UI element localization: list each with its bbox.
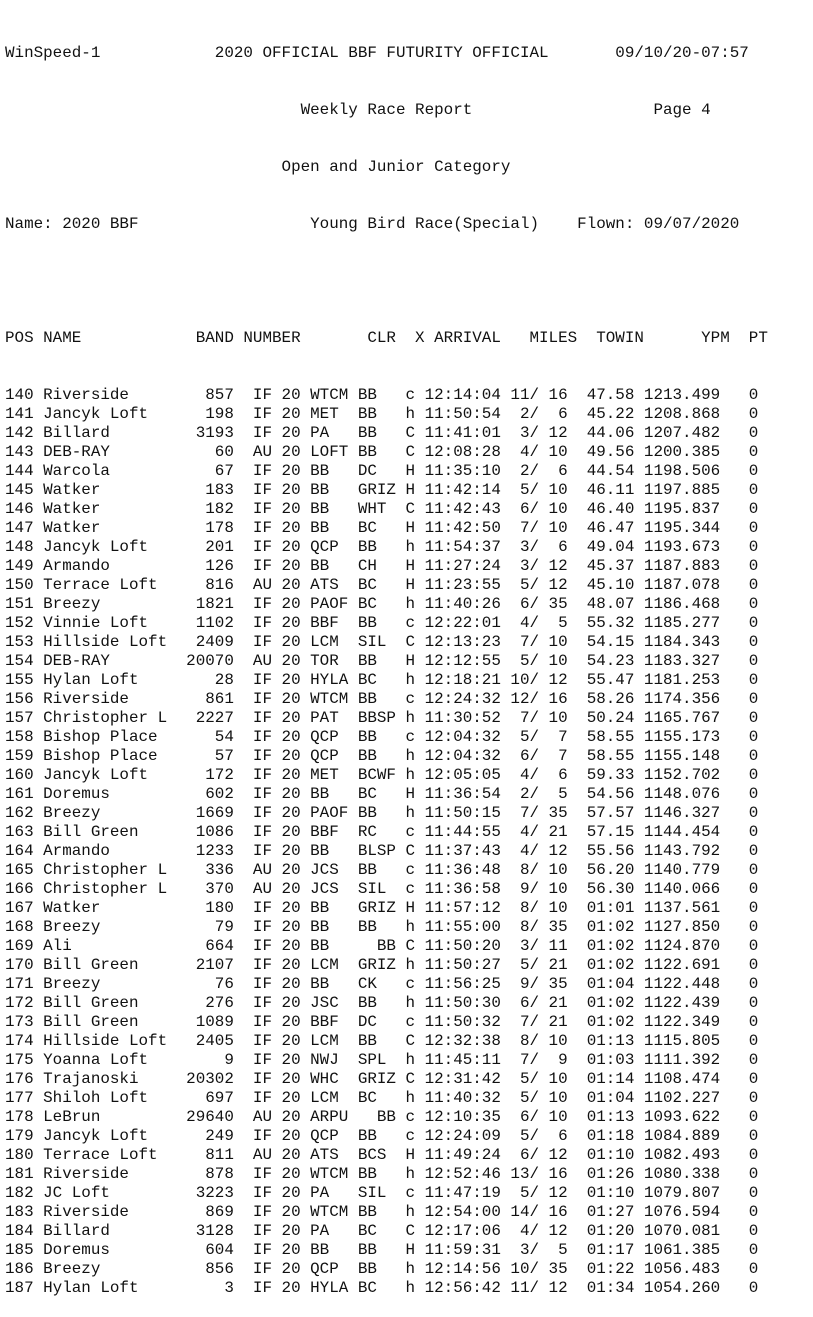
- table-row: 168 Breezy 79 IF 20 BB BB h 11:55:00 8/ 35 01:02 1127.850 0: [5, 918, 759, 936]
- results-table: [5, 386, 768, 1298]
- table-row: 148 Jancyk Loft 201 IF 20 QCP BB h 11:54:37 3/ 6 49.04 1193.673 0: [5, 538, 759, 556]
- table-row: 151 Breezy 1821 IF 20 PAOF BC h 11:40:26 6/ 35 48.07 1186.468 0: [5, 595, 759, 613]
- spacer: [5, 272, 768, 291]
- table-row: 159 Bishop Place 57 IF 20 QCP BB h 12:04:32 6/ 7 58.55 1155.148 0: [5, 747, 759, 765]
- header-line-name-race-flown: Name: 2020 BBF Young Bird Race(Special) Flown: 09/07/2020: [5, 215, 740, 233]
- header-line-program-title-datetime: WinSpeed-1 2020 OFFICIAL BBF FUTURITY OFFICIAL 09/10/20-07:57: [5, 44, 749, 62]
- table-row: 157 Christopher L 2227 IF 20 PAT BBSP h 11:30:52 7/ 10 50.24 1165.767 0: [5, 709, 759, 727]
- table-row: 149 Armando 126 IF 20 BB CH H 11:27:24 3/ 12 45.37 1187.883 0: [5, 557, 759, 575]
- table-row: 155 Hylan Loft 28 IF 20 HYLA BC h 12:18:21 10/ 12 55.47 1181.253 0: [5, 671, 759, 689]
- table-row: 184 Billard 3128 IF 20 PA BC C 12:17:06 4/ 12 01:20 1070.081 0: [5, 1222, 759, 1240]
- race-report-document: [5, 6, 768, 1317]
- table-row: 154 DEB-RAY 20070 AU 20 TOR BB H 12:12:55 5/ 10 54.23 1183.327 0: [5, 652, 759, 670]
- table-row: 174 Hillside Loft 2405 IF 20 LCM BB C 12:32:38 8/ 10 01:13 1115.805 0: [5, 1032, 759, 1050]
- table-row: 152 Vinnie Loft 1102 IF 20 BBF BB c 12:22:01 4/ 5 55.32 1185.277 0: [5, 614, 759, 632]
- table-row: 153 Hillside Loft 2409 IF 20 LCM SIL C 12:13:23 7/ 10 54.15 1184.343 0: [5, 633, 759, 651]
- table-row: 187 Hylan Loft 3 IF 20 HYLA BC h 12:56:42 11/ 12 01:34 1054.260 0: [5, 1279, 759, 1297]
- table-row: 158 Bishop Place 54 IF 20 QCP BB c 12:04:32 5/ 7 58.55 1155.173 0: [5, 728, 759, 746]
- table-row: 140 Riverside 857 IF 20 WTCM BB c 12:14:04 11/ 16 47.58 1213.499 0: [5, 386, 759, 404]
- table-row: 178 LeBrun 29640 AU 20 ARPU BB c 12:10:35 6/ 10 01:13 1093.622 0: [5, 1108, 759, 1126]
- table-row: 161 Doremus 602 IF 20 BB BC H 11:36:54 2/ 5 54.56 1148.076 0: [5, 785, 759, 803]
- table-row: 173 Bill Green 1089 IF 20 BBF DC c 11:50:32 7/ 21 01:02 1122.349 0: [5, 1013, 759, 1031]
- table-row: 141 Jancyk Loft 198 IF 20 MET BB h 11:50:54 2/ 6 45.22 1208.868 0: [5, 405, 759, 423]
- table-row: 143 DEB-RAY 60 AU 20 LOFT BB C 12:08:28 4/ 10 49.56 1200.385 0: [5, 443, 759, 461]
- table-row: 156 Riverside 861 IF 20 WTCM BB c 12:24:32 12/ 16 58.26 1174.356 0: [5, 690, 759, 708]
- table-row: 175 Yoanna Loft 9 IF 20 NWJ SPL h 11:45:11 7/ 9 01:03 1111.392 0: [5, 1051, 759, 1069]
- table-row: 160 Jancyk Loft 172 IF 20 MET BCWF h 12:05:05 4/ 6 59.33 1152.702 0: [5, 766, 759, 784]
- table-row: 164 Armando 1233 IF 20 BB BLSP C 11:37:43 4/ 12 55.56 1143.792 0: [5, 842, 759, 860]
- table-row: 177 Shiloh Loft 697 IF 20 LCM BC h 11:40:32 5/ 10 01:04 1102.227 0: [5, 1089, 759, 1107]
- table-row: 170 Bill Green 2107 IF 20 LCM GRIZ h 11:50:27 5/ 21 01:02 1122.691 0: [5, 956, 759, 974]
- header-line-category: Open and Junior Category: [5, 158, 511, 176]
- table-row: 171 Breezy 76 IF 20 BB CK c 11:56:25 9/ 35 01:04 1122.448 0: [5, 975, 759, 993]
- table-row: 145 Watker 183 IF 20 BB GRIZ H 11:42:14 5/ 10 46.11 1197.885 0: [5, 481, 759, 499]
- table-row: 180 Terrace Loft 811 AU 20 ATS BCS H 11:49:24 6/ 12 01:10 1082.493 0: [5, 1146, 759, 1164]
- table-row: 172 Bill Green 276 IF 20 JSC BB h 11:50:30 6/ 21 01:02 1122.439 0: [5, 994, 759, 1012]
- table-row: 147 Watker 178 IF 20 BB BC H 11:42:50 7/ 10 46.47 1195.344 0: [5, 519, 759, 537]
- table-row: 163 Bill Green 1086 IF 20 BBF RC c 11:44:55 4/ 21 57.15 1144.454 0: [5, 823, 759, 841]
- table-row: 167 Watker 180 IF 20 BB GRIZ H 11:57:12 8/ 10 01:01 1137.561 0: [5, 899, 759, 917]
- column-headers: POS NAME BAND NUMBER CLR X ARRIVAL MILES TOWIN YPM PT: [5, 329, 768, 347]
- table-row: 150 Terrace Loft 816 AU 20 ATS BC H 11:23:55 5/ 12 45.10 1187.078 0: [5, 576, 759, 594]
- table-row: 165 Christopher L 336 AU 20 JCS BB c 11:36:48 8/ 10 56.20 1140.779 0: [5, 861, 759, 879]
- header-line-report-page: Weekly Race Report Page 4: [5, 101, 711, 119]
- table-row: 146 Watker 182 IF 20 BB WHT C 11:42:43 6/ 10 46.40 1195.837 0: [5, 500, 759, 518]
- table-row: 176 Trajanoski 20302 IF 20 WHC GRIZ C 12:31:42 5/ 10 01:14 1108.474 0: [5, 1070, 759, 1088]
- table-row: 185 Doremus 604 IF 20 BB BB H 11:59:31 3/ 5 01:17 1061.385 0: [5, 1241, 759, 1259]
- table-row: 169 Ali 664 IF 20 BB BB C 11:50:20 3/ 11 01:02 1124.870 0: [5, 937, 759, 955]
- table-row: 162 Breezy 1669 IF 20 PAOF BB h 11:50:15 7/ 35 57.57 1146.327 0: [5, 804, 759, 822]
- table-row: 144 Warcola 67 IF 20 BB DC H 11:35:10 2/ 6 44.54 1198.506 0: [5, 462, 759, 480]
- table-row: 179 Jancyk Loft 249 IF 20 QCP BB c 12:24:09 5/ 6 01:18 1084.889 0: [5, 1127, 759, 1145]
- table-row: 181 Riverside 878 IF 20 WTCM BB h 12:52:46 13/ 16 01:26 1080.338 0: [5, 1165, 759, 1183]
- table-row: 182 JC Loft 3223 IF 20 PA SIL c 11:47:19 5/ 12 01:10 1079.807 0: [5, 1184, 759, 1202]
- table-row: 186 Breezy 856 IF 20 QCP BB h 12:14:56 10/ 35 01:22 1056.483 0: [5, 1260, 759, 1278]
- table-row: 142 Billard 3193 IF 20 PA BB C 11:41:01 3/ 12 44.06 1207.482 0: [5, 424, 759, 442]
- table-row: 183 Riverside 869 IF 20 WTCM BB h 12:54:00 14/ 16 01:27 1076.594 0: [5, 1203, 759, 1221]
- table-row: 166 Christopher L 370 AU 20 JCS SIL c 11:36:58 9/ 10 56.30 1140.066 0: [5, 880, 759, 898]
